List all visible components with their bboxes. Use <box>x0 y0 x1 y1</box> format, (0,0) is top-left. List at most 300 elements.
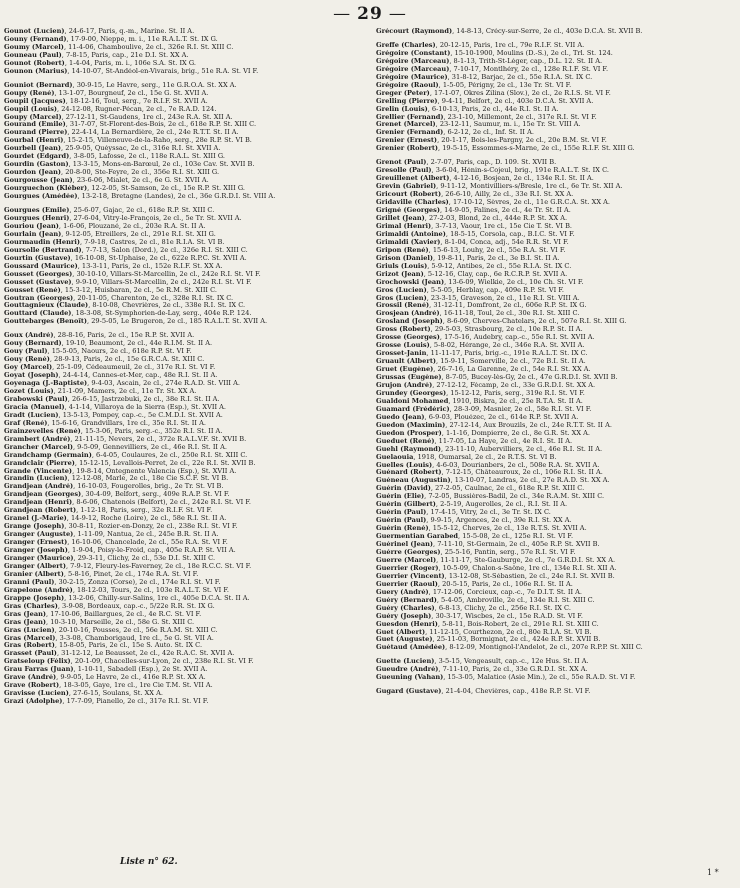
entry-details: , 13-2-18, Bretagne (Landes), 2e cl., 36e G.R.D.I. St. VIII A. <box>77 193 276 201</box>
entry-details: , 23-6-06, Mialet, 2e cl., 6e G. St. XVII A. <box>72 177 209 185</box>
list-entry <box>4 356 356 364</box>
entry-details: , 5-5-05, Herblay, cap., 409e R.P. St. VI F. <box>426 286 564 294</box>
list-entry <box>4 460 356 468</box>
list-entry <box>4 302 356 310</box>
entry-name: Grimal (Henri) <box>376 222 432 230</box>
list-entry <box>4 153 356 161</box>
list-entry <box>376 191 734 199</box>
entry-name: Gouttebarges (Benoît) <box>4 318 88 326</box>
entry-name: Gras (Marcel) <box>4 634 56 642</box>
entry-details: , 29-3-11, Clichy, 2e cl., 53e D.I. St. XIII C. <box>73 555 216 562</box>
entry-name: Grappe (Joseph) <box>4 594 65 602</box>
entry-details: , 30-10-10, Villars-St-Marcellin, 2e cl., 242e R.I. St. VI F. <box>72 270 261 278</box>
list-entry <box>4 650 356 658</box>
entry-name: Gourdin (Gaston) <box>4 161 69 169</box>
list-entry <box>376 644 734 652</box>
list-entry <box>376 541 734 549</box>
entry-details: , 27-6-15, Soulans, St. XX A. <box>68 690 163 698</box>
list-entry <box>376 469 734 477</box>
list-entry <box>4 452 356 460</box>
entry-name: Grambert (André) <box>4 435 71 443</box>
list-entry <box>4 255 356 263</box>
list-entry <box>376 215 734 223</box>
entry-name: Guelles (Louis) <box>376 461 433 469</box>
list-entry <box>4 145 356 153</box>
entry-details: , 5-8-11, Bois-Robert, 2e cl., 291e R.I. St. XIII C. <box>437 620 599 628</box>
list-entry <box>376 446 734 454</box>
entry-name: Gousset (Georges) <box>4 270 73 278</box>
entry-details: , 6-2-12, 2e cl., Inf. St. II A. <box>443 129 534 137</box>
entry-details: , 8-7-05, Bucey-lès-Gy, 2e cl., 47e G.R.D.I. St. XVII B. <box>441 374 618 382</box>
list-entry <box>4 587 356 595</box>
entry-details: , 13-10-07, Landras, 2e cl., 27e R.A.D. St. XX A. <box>450 477 610 485</box>
entry-details: , 14-10-07, St-Andéol-en-Vivarais, brig., 51e R.A. St. VI F. <box>67 67 259 75</box>
entry-name: Granger (Ernest) <box>4 539 68 547</box>
entry-name: Gradt (Lucien) <box>4 411 59 419</box>
entry-name: Gourdet (Edgard) <box>4 153 70 161</box>
entry-details: , 29-5-03, Strasbourg, 2e cl., 10e R.P. St. II A. <box>430 326 583 334</box>
entry-details: , 17-5-16, Audebry, cap.-c., 55e R.I. St. XVII A. <box>439 334 595 342</box>
list-entry <box>4 468 356 476</box>
entry-name: Guerre (Marcel) <box>376 556 437 564</box>
list-entry <box>4 287 356 295</box>
list-entry <box>4 531 356 539</box>
entry-name: Gras (Charles) <box>4 602 58 610</box>
list-entry <box>376 636 734 644</box>
list-entry <box>4 690 356 698</box>
list-entry <box>376 318 734 326</box>
entry-name: Grave (Robert) <box>4 682 60 690</box>
entry-details: , 21-11-15, Nevers, 2e cl., 372e R.A.L.V.F. St. XVII B. <box>70 435 247 443</box>
list-entry <box>376 98 734 106</box>
entry-name: Greffe (Charles) <box>376 41 436 49</box>
entry-name: Guedon (Prosper) <box>376 429 442 437</box>
list-entry <box>4 121 356 129</box>
entry-name: Gouy (Paul) <box>4 348 48 356</box>
entry-name: Gozet (Louis) <box>4 387 54 395</box>
entry-details: , 16-11-18, Toul, 2e cl., 30e R.I. St. XIII C. <box>439 310 580 318</box>
entry-name: Guette (Lucien) <box>376 658 435 666</box>
entry-name: Goyat (Joseph) <box>4 372 59 380</box>
entry-name: Grande (Vincente) <box>4 467 73 475</box>
entry-name: Goursolle (Bertrand) <box>4 246 82 254</box>
entry-details: , 30-2-15, Zonza (Corse), 2e cl., 174e R.I. St. VI F. <box>54 578 221 586</box>
entry-details: , 7-10-17, Montlhéry, 2e cl., 128e R.I.F. St. VI F. <box>449 65 609 73</box>
entry-details: , 26-6-10, Ailly, 2e cl., 33e R.I. St. XX A. <box>441 191 574 199</box>
entry-details: , 23-12-11, Saumur, m. i., 15e Tr. St. VIII A. <box>435 121 581 129</box>
entry-details: , 31-8-12, Barjac, 2e cl., 55e R.I.A. St. IX C. <box>447 73 593 81</box>
entry-name: Grosjean (André) <box>376 310 440 318</box>
entry-name: Goupy (Marcel) <box>4 113 62 121</box>
list-entry <box>376 342 734 350</box>
entry-details: , 25-9-05, Quéyssac, 2e cl., 316e R.I. St. XVII A. <box>61 145 221 153</box>
entry-details: , 3-6-04, Hénin-s-Cojeul, brig., 191e R.A.L.T. St. IX C. <box>431 167 609 175</box>
entry-name: Gourgues (Henri) <box>4 214 70 222</box>
entry-details: , 16-10-03, Fougerolles, brig., 2e Tr. St. VI B. <box>73 483 224 491</box>
entry-details: , 15-3-12, Huisbaran, 2e cl., 5e R.M. St. XIII C. <box>60 286 218 294</box>
entry-name: Goupy (René) <box>4 89 55 97</box>
entry-details: , 24-6-17, Paris, q.-m., Marine. St. II A. <box>64 28 195 35</box>
list-entry <box>4 340 356 348</box>
list-entry <box>4 507 356 515</box>
list-entry <box>4 420 356 428</box>
entry-details: , 25-11-03, Bormignat, 2e cl., 424e R.P. St. XVII B. <box>432 636 601 644</box>
entry-name: Gricourt (Robert) <box>376 191 442 199</box>
entry-name: Grenot (Paul) <box>376 159 427 167</box>
entry-name: Grellier (Fernand) <box>376 113 444 121</box>
entry-details: , 18-3-08, St-Symphorien-de-Lay, serg., 404e R.P. 124. <box>71 310 252 318</box>
entry-details: , 9-9-10, Villars-St-Marcellin, 2e cl., 242e R.I. St. VI F. <box>71 278 252 286</box>
entry-name: Guéry (Charles) <box>376 604 435 612</box>
list-entry <box>4 539 356 547</box>
entry-name: Gueudre (André) <box>376 666 439 674</box>
entry-name: Guedon (Maximin) <box>376 421 446 429</box>
list-entry <box>376 549 734 557</box>
entry-name: Gourbal (Henri) <box>4 137 64 145</box>
entry-details: , 1-12-18, Paris, serg., 32e R.I.F. St. VI F. <box>76 507 213 515</box>
entry-name: Guérin (David) <box>376 485 431 493</box>
list-entry <box>4 60 356 68</box>
entry-details: , 26-6-15, Jastrzebuki, 2e cl., 38e R.I. St. II A. <box>67 395 220 403</box>
entry-details: , 1-11-09, Nantua, 2e cl., 245e B.R. St. II A. <box>73 531 219 539</box>
list-entry <box>4 129 356 137</box>
list-entry <box>4 563 356 571</box>
entry-details: , 5-12-16, Clay, cap., 6e R.C.R.P. St. XVII A. <box>423 270 568 278</box>
entry-name: Gounot (Lucien) <box>4 28 65 35</box>
entry-details: , 24-12-08, Rugner-Pécan, 2e cl., 7e R.A.D. 124. <box>57 105 217 113</box>
entry-details: , 20-1-17, Bois-les-Pargny, 2e cl., 20e B.M. St. VI F. <box>437 137 607 145</box>
entry-details: , 15-6-13, Louhy, 2e cl., 55e R.A. St. VI F. <box>428 246 566 254</box>
list-entry <box>376 565 734 573</box>
entry-details: , 25-6-07, Gajac, 2e cl., 618e R.P. St. XIII C. <box>69 207 215 215</box>
entry-details: , 7-9-18, Castres, 2e cl., 81e R.I.A. St. VI B. <box>79 238 225 246</box>
entry-name: Granger (Maurice) <box>4 555 74 562</box>
entry-name: Grange (Joseph) <box>4 523 65 531</box>
entry-details: , 1-6-06, Plouzané, 2e cl., 203e R.A. St. II A. <box>58 222 206 230</box>
entry-name: Guermentian Garabed <box>376 533 459 541</box>
entry-name: Grave (André) <box>4 674 57 682</box>
entry-name: Gouy (Bernard) <box>4 340 62 348</box>
entry-name: Grundey (Georges) <box>376 389 447 397</box>
entry-name: Guelaouia <box>376 453 414 461</box>
entry-name: Grigné (Georges) <box>376 207 440 215</box>
list-entry <box>376 485 734 493</box>
entry-details: , 7-2-05, Bussières-Badil, 2e cl., 34e R.A.M. St. XIII C. <box>424 493 605 501</box>
entry-details: , 12-2-05, St-Samson, 2e cl., 15e R.P. St. XIII G. <box>87 185 245 193</box>
list-entry <box>376 58 734 66</box>
entry-name: Gourbell (Jean) <box>4 145 62 153</box>
entry-name: Grussas (Eugène) <box>376 374 442 382</box>
entry-name: Gouttard (Claude) <box>4 310 72 318</box>
list-entry <box>376 159 734 167</box>
list-entry <box>376 279 734 287</box>
entry-details: , 1-9-04, Poisy-le-Froid, cap., 405e R.A.P. St. VII A. <box>67 547 236 555</box>
entry-details: , 31-12-11, Domfront, 2e cl., 606e R.P. St. IX G. <box>429 302 587 310</box>
entry-name: Grison (Daniel) <box>376 254 434 262</box>
entry-name: Gounon (Marius) <box>4 67 68 75</box>
list-entry <box>376 287 734 295</box>
list-entry <box>4 44 356 52</box>
entry-details: , 30-3-17, Wiscbes, 2e cl., 15e R.A.D. St. VI F. <box>431 612 583 620</box>
list-entry <box>4 475 356 483</box>
entry-name: Gouny (Fernand) <box>4 35 67 43</box>
entry-name: Gousset (René) <box>4 286 61 294</box>
entry-details: , 28-3-09, Masnier, 2e cl., 58e R.I. St. VI F. <box>449 405 592 413</box>
entry-name: Gugard (Gustave) <box>376 688 442 696</box>
entry-details: , 15-3-05, Malatice (Asie Min.), 2e cl., 55e R.A.D. St. VI F. <box>443 674 636 682</box>
entry-details: , 1-4-04, Paris, m. i., 106e S.A. St. IX G. <box>64 59 196 67</box>
list-entry <box>376 145 734 153</box>
entry-details: , 11-4-06, Chamboulive, 2e cl., 326e R.I. St. XIII C. <box>63 43 234 51</box>
entry-name: Granni (Paul) <box>4 578 55 586</box>
list-entry <box>376 589 734 597</box>
entry-details: , 15-5-08, 2e cl., 125e R.I. St. VI F. <box>458 533 574 541</box>
entry-name: Grécourt (Raymond) <box>376 28 453 35</box>
entry-name: Grenier (Ernest) <box>376 137 438 145</box>
entry-details: , 28-9-13, Paris, 2e cl., 15e G.R.C.A. St. XIII C. <box>49 356 205 364</box>
list-entry <box>4 499 356 507</box>
entry-details: , 23-1-10, Millemont, 2e cl., 317e R.I. St. VI F. <box>443 113 597 121</box>
entry-name: Grabowski (Paul) <box>4 395 68 403</box>
list-entry <box>376 263 734 271</box>
entry-details: , 14-9-05, Falines, 2e cl., 4e Tr. St. II A. <box>439 207 571 215</box>
list-entry <box>376 114 734 122</box>
entry-details: , 11-12-15, Courthezon, 2e cl., 80e R.I.A. St. VI B. <box>425 628 592 636</box>
list-entry <box>376 430 734 438</box>
list-entry <box>376 366 734 374</box>
entry-name: Grizot (Jean) <box>376 270 424 278</box>
list-entry <box>4 348 356 356</box>
entry-details: , 23-3-15, Graveson, 2e cl., 11e R.I. St. VIII A. <box>426 294 580 302</box>
entry-details: , 7-11-10, St-Germain, 2e cl., 405e R.P. St. XVII B. <box>433 541 600 549</box>
entry-details: , 27-12-14, Aux Brouzils, 2e cl., 24e R.T.T. St. II A. <box>445 421 612 429</box>
footer-list-number: Liste n° 62. <box>120 857 178 867</box>
list-entry <box>376 688 734 696</box>
entry-details: , 15-12-15, Levallois-Perret, 2e cl., 22e R.I. St. XVII B. <box>74 459 256 467</box>
entry-details: , 27-6-04, Vitry-le-François, 2e cl., 5e Tr. St. XVII A. <box>69 214 242 222</box>
entry-details: , 8-6-06, Chatenois (Belfort), 2e cl., 242e R.I. St. VI F. <box>72 499 251 507</box>
entry-name: Guamard (Frédéric) <box>376 405 450 413</box>
list-entry <box>4 161 356 169</box>
entry-details: , 23-11-10, Aubervilliers, 2e cl., 46e R.I. St. II A. <box>440 445 603 453</box>
entry-name: Grelin (Louis) <box>376 105 428 113</box>
entry-details: , 11-7-05, La Haye, 2e cl., 4e R.I. St. II A. <box>434 437 573 445</box>
entry-details: , 19-8-14, Ontegnente Valencia (Esp.), St. XVII A. <box>72 467 237 475</box>
entry-details: , 8-1-13, Trith-St-Léger, cap., D.L. 12. St. II A. <box>449 57 603 65</box>
entry-details: , 31-7-07, St-Florent-des-Bois, 2e cl., 618e R.P. St. XIII C. <box>65 121 257 129</box>
list-entry <box>4 271 356 279</box>
list-entry <box>4 28 356 36</box>
entry-details: , 13-5-13, Pompey, cap.-c., 5e C.M.D.I. St. XVII A. <box>58 411 223 419</box>
entry-name: Goy (Marcel) <box>4 364 53 372</box>
entry-name: Gruault (Albert) <box>376 358 436 366</box>
entry-details: , 15-3-06, Paris, serg.-c., 352e R.I. St. II A. <box>80 427 223 435</box>
entry-name: Guérre (Georges) <box>376 549 441 556</box>
entry-details: , 10-5-09, Chalon-s-Saône, 1re cl., 134e R.I. St. XII A. <box>438 564 617 572</box>
entry-name: Grau Farras (Juan) <box>4 666 74 674</box>
entry-name: Goutran (Georges) <box>4 294 74 302</box>
entry-details: , 25-5-16, Pantin, serg., 57e R.I. St. VI F. <box>440 549 576 556</box>
list-entry <box>376 255 734 263</box>
list-entry <box>4 295 356 303</box>
footer-mark: 1 * <box>707 868 719 877</box>
list-entry <box>376 28 734 36</box>
right-column <box>376 28 734 696</box>
list-entry <box>4 106 356 114</box>
entry-name: Goupil (Louis) <box>4 105 58 113</box>
entry-name: Gouneau (Paul) <box>4 51 62 59</box>
entry-details: , 19-10, Beaumont, 2e cl., 44e R.I.M. St. II A. <box>61 340 213 348</box>
list-entry <box>4 388 356 396</box>
entry-name: Granger (Joseph) <box>4 547 68 555</box>
list-entry <box>376 501 734 509</box>
list-entry <box>4 579 356 587</box>
entry-details: , 15-8-05, Paris, 2e cl., 15e S. Auto. St. IX C. <box>54 642 203 650</box>
list-entry <box>376 462 734 470</box>
entry-name: Gourguechon (Kléber) <box>4 185 88 193</box>
list-entry <box>4 682 356 690</box>
list-entry <box>376 533 734 541</box>
entry-details: , 14-9-12, Roche (Loire), 2e cl., 58e R.I. St. II A. <box>66 515 227 523</box>
entry-details: , 24-4-14, Cannes-et-Mer, cap., 48e R.I. St. II A. <box>58 372 218 380</box>
entry-details: , 8-10-08, Chevrières, 2e cl., 338e R.I. St. IX C. <box>88 302 246 310</box>
list-entry <box>376 310 734 318</box>
list-entry <box>376 597 734 605</box>
list-entry <box>4 310 356 318</box>
entry-details: , 6-8-13, Clichy, 2e cl., 256e R.I. St. IX C. <box>434 604 571 612</box>
entry-details: , 19-5-15, Essommes-s-Marne, 2e cl., 155e R.I.F. St. XIII G. <box>438 145 635 153</box>
entry-details: , 30-9-15, Le Havre, serg., 11e G.R.O.A. St. XX A. <box>72 81 237 89</box>
list-entry <box>4 380 356 388</box>
entry-name: Grandjean (Georges) <box>4 491 82 499</box>
entry-name: Griuls (Louis) <box>376 262 428 270</box>
list-entry <box>4 436 356 444</box>
entry-name: Guéry (Joseph) <box>376 612 432 620</box>
list-entry <box>4 215 356 223</box>
list-entry <box>4 68 356 76</box>
list-entry <box>376 90 734 98</box>
entry-details: , 13-3-11, Paris, 2e cl., 152e R.I.F. St. XX A. <box>77 262 223 270</box>
entry-name: Goupil (Jacques) <box>4 97 66 105</box>
list-entry <box>376 42 734 50</box>
entry-details: , 8-6-09, Cherves-Chatelars, 2e cl., 507e R.I. St. XIII G. <box>442 318 627 326</box>
list-entry <box>4 177 356 185</box>
entry-details: , 6-10-13, Paris, 2e cl., 44e R.I. St. II A. <box>427 105 559 113</box>
list-entry <box>4 611 356 619</box>
entry-name: Gourgues (Émile) <box>4 207 70 215</box>
entry-name: Guet (Albert) <box>376 628 426 636</box>
entry-details: , 15-6-16, Grandvillars, 1re cl., 35e R.I. St. II A. <box>47 419 206 427</box>
entry-name: Grapelone (André) <box>4 586 73 594</box>
entry-details: , 21-1-09, Mamers, 2e cl., 11e Tr. St. XX A. <box>53 387 197 395</box>
entry-name: Gridaville (Charles) <box>376 199 449 207</box>
list-entry <box>4 698 356 706</box>
list-entry <box>4 523 356 531</box>
entry-details: , 1918, Oumarsal, 2e cl., 2e R.T.S. St. VI B. <box>413 453 557 461</box>
list-entry <box>4 98 356 106</box>
list-entry <box>376 334 734 342</box>
entry-name: Guérin (Paul) <box>376 517 427 525</box>
list-entry <box>376 271 734 279</box>
entry-details: , 11-11-17, Ste-Gauburge, 2e cl., 7e G.R.D.I. St. XX A. <box>436 556 616 564</box>
entry-name: Gourtin (Gustave) <box>4 254 71 262</box>
list-entry <box>376 557 734 565</box>
entry-name: Gratseloup (Félix) <box>4 658 71 666</box>
list-entry <box>4 412 356 420</box>
entry-name: Goussard (Maurice) <box>4 262 78 270</box>
list-entry <box>376 509 734 517</box>
entry-details: , 19-8-11, Paris, 2e cl., 3e B.I. St. II A. <box>433 254 560 262</box>
entry-details: , 9-12-05, Etreillers, 2e cl., 291e R.I. St. XII G. <box>61 230 216 238</box>
list-entry <box>4 666 356 674</box>
entry-name: Grenet (Marcel) <box>376 121 436 129</box>
entry-details: , 4-1-14, Villaroya de la Sierra (Esp.), St. XVII A. <box>64 403 227 411</box>
entry-name: Guérinel (Jean) <box>376 541 434 549</box>
entry-details: , 16-10-08, St-Uphaise, 2e cl., 622e R.P.C. St. XVII A. <box>70 254 247 262</box>
list-entry <box>376 167 734 175</box>
list-entry <box>376 247 734 255</box>
list-entry <box>4 372 356 380</box>
entry-details: , 27-2-05, Caulnac, 2e cl., 618e R.P. St. XIII C. <box>430 485 585 493</box>
entry-name: Guérin (Paul) <box>376 509 427 517</box>
page-header <box>0 4 740 24</box>
list-entry <box>4 404 356 412</box>
entry-name: Grancher (Marcel) <box>4 443 73 451</box>
entry-name: Gruet (Eugène) <box>376 366 434 374</box>
entry-details: , 7-12-15, Châteauroux, 2e cl., 106e R.I. St. II A. <box>441 469 603 477</box>
entry-name: Grimaldi (Antoine) <box>376 230 446 238</box>
entry-details: , 15-9-11, Somerville, 2e cl., 72e B.I. St. II A. <box>436 358 586 366</box>
entry-name: Granger (Albert) <box>4 562 66 570</box>
entry-details: , 25-1-09, Cédeaumeuil, 2e cl., 317e R.I. St. VI F. <box>52 364 216 372</box>
list-entry <box>376 106 734 114</box>
entry-name: Gouttagnieux (Claude) <box>4 302 89 310</box>
list-entry <box>4 82 356 90</box>
list-entry <box>376 183 734 191</box>
entry-details: , 13-12-08, St-Sébastien, 2e cl., 24e R.I. St. XVII B. <box>444 572 615 580</box>
list-entry <box>376 295 734 303</box>
entry-details: , 1-1-16, Dompierre, 2e cl., 8e G.R. St. XX A. <box>441 429 591 437</box>
entry-details: , 20-12-15, Paris, 1re cl., 79e R.I.F. St. VII A. <box>435 41 585 49</box>
entry-details: , 9-4-03, Ascain, 2e cl., 274e R.A.D. St. VIII A. <box>87 380 240 388</box>
list-entry <box>376 674 734 682</box>
entry-name: Goyenaga (J.-Baptiste) <box>4 380 88 388</box>
entry-name: Grainzevelles (René) <box>4 427 81 435</box>
entry-name: Guerrier (Vincent) <box>376 572 445 580</box>
entry-name: Gourdon (Jean) <box>4 169 62 177</box>
entry-name: Guedo (Jean) <box>376 413 425 421</box>
entry-name: Gourgues (Amédée) <box>4 193 78 201</box>
list-entry <box>4 658 356 666</box>
entry-details: , 18-12-03, Tours, 2e cl., 103e R.A.L.T. St. VI F. <box>72 586 229 594</box>
entry-details: , 20-11-05, Charenton, 2e cl., 328e R.I. St. IX C. <box>73 294 234 302</box>
entry-details: , 7-11-10, Paris, 2e cl., 33e G.R.D.I. St. XX A. <box>438 666 588 674</box>
entry-name: Grégoire (Maurice) <box>376 73 448 81</box>
list-entry <box>376 525 734 533</box>
list-entry <box>4 603 356 611</box>
list-entry <box>376 613 734 621</box>
list-entry <box>376 438 734 446</box>
entry-name: Goux (André) <box>4 332 54 340</box>
entry-details: , 17-4-15, Vitry, 2e cl., 3e Tr. St. IX C. <box>426 509 551 517</box>
list-entry <box>376 358 734 366</box>
entry-name: Gras (Robert) <box>4 642 55 650</box>
entry-name: Grazi (Adolphe) <box>4 698 63 706</box>
list-entry <box>376 422 734 430</box>
entry-name: Guet (Auguste) <box>376 636 433 644</box>
list-entry <box>4 428 356 436</box>
entry-name: Greuillenet (Albert) <box>376 175 450 183</box>
